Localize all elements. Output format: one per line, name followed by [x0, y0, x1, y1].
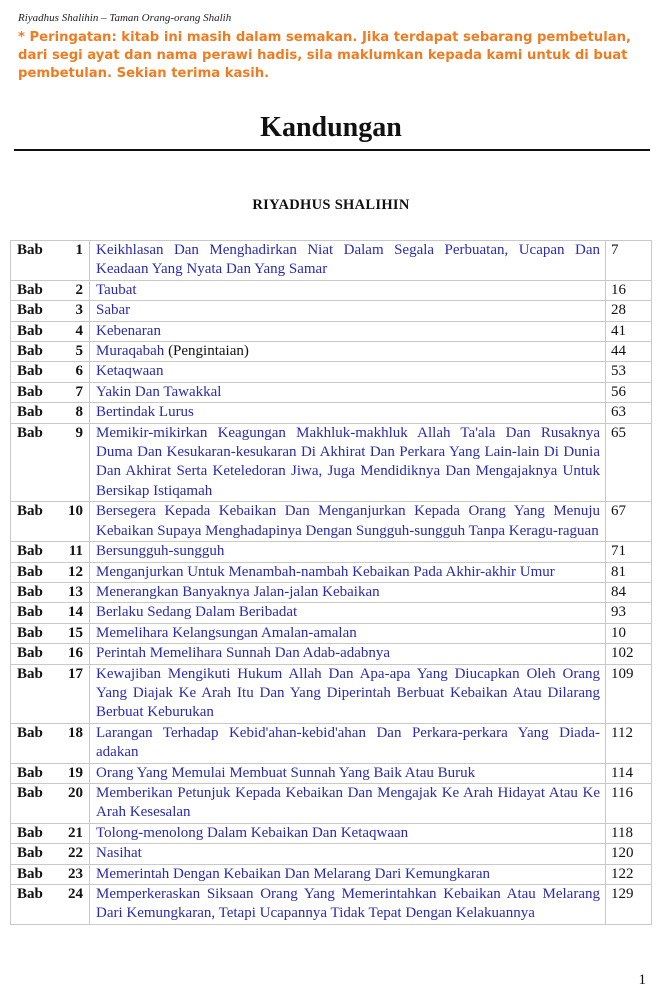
chapter-label: Bab — [17, 404, 43, 421]
chapter-label-cell — [11, 623, 90, 643]
chapter-title-cell — [90, 321, 606, 341]
chapter-page-number: 81 — [606, 562, 652, 582]
chapter-label: Bab — [17, 886, 43, 902]
chapter-title-link[interactable]: Bersegera Kepada Kebaikan Dan Menganjurkan Kepada Orang Yang Menuju Kebaikan Supaya Menghadapinya Dengan Sungguh-sungguh Tanpa Keragu-raguan — [96, 503, 600, 539]
chapter-label-cell — [11, 342, 90, 362]
toc-row — [11, 403, 652, 423]
chapter-title-link[interactable]: Taubat — [96, 281, 137, 298]
chapter-label-cell — [11, 502, 90, 542]
chapter-page-number: 116 — [606, 783, 652, 823]
chapter-title-link[interactable]: Memelihara Kelangsungan Amalan-amalan — [96, 624, 357, 641]
chapter-label: Bab — [17, 845, 43, 862]
chapter-number: 5 — [75, 343, 83, 360]
chapter-title-cell — [90, 342, 606, 362]
toc-row — [11, 823, 652, 843]
chapter-label-cell — [11, 321, 90, 341]
chapter-number: 22 — [68, 845, 83, 862]
chapter-title-link[interactable]: Memperkeraskan Siksaan Orang Yang Memerintahkan Kebaikan Atau Melarang Dari Kemungkaran, Tetapi Ucapannya Tidak Tepat Dengan Kelakuannya — [96, 886, 600, 922]
chapter-title-cell — [90, 783, 606, 823]
chapter-number: 8 — [75, 404, 83, 421]
chapter-title-link[interactable]: Muraqabah — [96, 343, 165, 360]
page-title: Kandungan — [260, 112, 402, 143]
chapter-title-cell — [90, 885, 606, 925]
toc-row — [11, 562, 652, 582]
toc-row — [11, 362, 652, 382]
chapter-title-link[interactable]: Memikir-mikirkan Keagungan Makhluk-makhluk Allah Ta'ala Dan Rusaknya Duma Dan Kesukaran-kesukaran Di Akhirat Dan Perkara Yang Lain-lain Di Dunia Dan Akhirat Serta Keteledoran Jiwa, Juga Mendidiknya Dan Mengajaknya Untuk Bersikap Istiqamah — [96, 424, 600, 499]
chapter-label-cell — [11, 241, 90, 281]
chapter-label-cell — [11, 783, 90, 823]
chapter-page-number: 93 — [606, 603, 652, 623]
chapter-number: 1 — [75, 242, 83, 258]
toc-row — [11, 603, 652, 623]
toc-row — [11, 864, 652, 884]
chapter-title-cell — [90, 582, 606, 602]
toc-row — [11, 423, 652, 502]
chapter-label: Bab — [17, 865, 43, 882]
chapter-title-cell — [90, 403, 606, 423]
title-divider — [14, 149, 650, 151]
chapter-title-link[interactable]: Menganjurkan Untuk Menambah-nambah Kebaikan Pada Akhir-akhir Umur — [96, 563, 555, 580]
toc-row — [11, 885, 652, 925]
chapter-title-link[interactable]: Perintah Memelihara Sunnah Dan Adab-adabnya — [96, 645, 391, 662]
chapter-title-link[interactable]: Tolong-menolong Dalam Kebaikan Dan Ketaqwaan — [96, 824, 409, 841]
chapter-label-cell — [11, 603, 90, 623]
chapter-page-number: 120 — [606, 844, 652, 864]
chapter-title-cell — [90, 723, 606, 763]
toc-row — [11, 763, 652, 783]
chapter-label: Bab — [17, 302, 43, 319]
chapter-title-cell — [90, 644, 606, 664]
chapter-title-cell — [90, 844, 606, 864]
chapter-title-link[interactable]: Larangan Terhadap Kebid'ahan-kebid'ahan Dan Perkara-perkara Yang Diada-adakan — [96, 724, 600, 761]
chapter-page-number: 71 — [606, 542, 652, 562]
chapter-label: Bab — [17, 645, 43, 662]
chapter-label-cell — [11, 562, 90, 582]
chapter-title-cell — [90, 763, 606, 783]
chapter-title-link[interactable]: Berlaku Sedang Dalam Beribadat — [96, 604, 298, 621]
chapter-label: Bab — [17, 563, 43, 580]
chapter-page-number: 53 — [606, 362, 652, 382]
chapter-page-number: 28 — [606, 301, 652, 321]
toc-row — [11, 301, 652, 321]
chapter-title-cell — [90, 603, 606, 623]
review-warning: * Peringatan: kitab ini masih dalam semakan. Jika terdapat sebarang pembetulan, dari segi ayat dan nama perawi hadis, sila maklumkan kepada kami untuk di buat pembetulan. Sekian terima kasih. — [18, 30, 632, 81]
chapter-label-cell — [11, 403, 90, 423]
chapter-label: Bab — [17, 343, 43, 360]
chapter-number: 21 — [68, 824, 83, 841]
chapter-title-note: (Pengintaian) — [164, 343, 249, 360]
toc-row — [11, 664, 652, 723]
chapter-title-cell — [90, 664, 606, 723]
chapter-number: 20 — [68, 784, 83, 801]
chapter-number: 19 — [68, 764, 83, 781]
chapter-title-link[interactable]: Bersungguh-sungguh — [96, 543, 225, 560]
chapter-label: Bab — [17, 543, 43, 560]
chapter-page-number: 56 — [606, 382, 652, 402]
toc-row — [11, 542, 652, 562]
chapter-label-cell — [11, 664, 90, 723]
chapter-title-link[interactable]: Keikhlasan Dan Menghadirkan Niat Dalam Segala Perbuatan, Ucapan Dan Keadaan Yang Nyata Dan Yang Samar — [96, 242, 600, 278]
chapter-title-link[interactable]: Bertindak Lurus — [96, 404, 194, 421]
chapter-page-number: 109 — [606, 664, 652, 723]
chapter-label: Bab — [17, 242, 43, 258]
chapter-label: Bab — [17, 764, 43, 781]
chapter-page-number: 114 — [606, 763, 652, 783]
chapter-page-number: 44 — [606, 342, 652, 362]
chapter-title-link[interactable]: Menerangkan Banyaknya Jalan-jalan Kebaikan — [96, 583, 380, 600]
chapter-title-cell — [90, 423, 606, 502]
chapter-number: 13 — [68, 583, 83, 600]
running-header: Riyadhus Shalihin – Taman Orang-orang Shalih — [18, 12, 232, 24]
chapter-label-cell — [11, 301, 90, 321]
chapter-title-cell — [90, 502, 606, 542]
chapter-label-cell — [11, 362, 90, 382]
chapter-title-cell — [90, 864, 606, 884]
chapter-number: 17 — [68, 665, 83, 682]
chapter-label: Bab — [17, 281, 43, 298]
chapter-number: 10 — [68, 503, 83, 520]
chapter-page-number: 118 — [606, 823, 652, 843]
chapter-label: Bab — [17, 424, 43, 441]
chapter-number: 7 — [75, 383, 83, 400]
chapter-page-number: 65 — [606, 423, 652, 502]
chapter-title-cell — [90, 280, 606, 300]
chapter-label-cell — [11, 280, 90, 300]
toc-row — [11, 502, 652, 542]
chapter-title-link[interactable]: Orang Yang Memulai Membuat Sunnah Yang Baik Atau Buruk — [96, 764, 476, 781]
chapter-number: 2 — [75, 281, 83, 298]
chapter-title-link[interactable]: Yakin Dan Tawakkal — [96, 383, 222, 400]
chapter-label: Bab — [17, 665, 43, 682]
chapter-label: Bab — [17, 624, 43, 641]
toc-row — [11, 783, 652, 823]
chapter-title-link[interactable]: Memberikan Petunjuk Kepada Kebaikan Dan Mengajak Ke Arah Hidayat Atau Ke Arah Kesesalan — [96, 784, 600, 821]
chapter-label: Bab — [17, 784, 43, 801]
toc-row — [11, 321, 652, 341]
chapter-title-cell — [90, 623, 606, 643]
chapter-page-number: 112 — [606, 723, 652, 763]
chapter-number: 18 — [68, 724, 83, 741]
chapter-title-cell — [90, 823, 606, 843]
chapter-label-cell — [11, 423, 90, 502]
chapter-number: 3 — [75, 302, 83, 319]
chapter-number: 24 — [68, 886, 83, 902]
chapter-label: Bab — [17, 322, 43, 339]
chapter-title-link[interactable]: Memerintah Dengan Kebaikan Dan Melarang Dari Kemungkaran — [96, 865, 491, 882]
toc-row — [11, 382, 652, 402]
chapter-number: 23 — [68, 865, 83, 882]
chapter-page-number: 7 — [606, 241, 652, 281]
chapter-label-cell — [11, 864, 90, 884]
toc-row — [11, 644, 652, 664]
chapter-label-cell — [11, 582, 90, 602]
toc-row — [11, 623, 652, 643]
chapter-title-cell — [90, 301, 606, 321]
chapter-title-link[interactable]: Nasihat — [96, 845, 142, 862]
chapter-title-cell — [90, 542, 606, 562]
chapter-label-cell — [11, 844, 90, 864]
chapter-label: Bab — [17, 583, 43, 600]
chapter-page-number: 10 — [606, 623, 652, 643]
chapter-page-number: 63 — [606, 403, 652, 423]
toc-row — [11, 241, 652, 281]
book-subtitle: RIYADHUS SHALIHIN — [252, 197, 410, 213]
chapter-page-number: 41 — [606, 321, 652, 341]
chapter-label: Bab — [17, 503, 43, 520]
chapter-title-cell — [90, 241, 606, 281]
chapter-label: Bab — [17, 363, 43, 380]
chapter-title-link[interactable]: Kebenaran — [96, 322, 161, 339]
toc-row — [11, 280, 652, 300]
chapter-title-link[interactable]: Sabar — [96, 302, 131, 319]
chapter-label: Bab — [17, 604, 43, 621]
chapter-number: 9 — [75, 424, 83, 441]
chapter-number: 12 — [68, 563, 83, 580]
chapter-label-cell — [11, 885, 90, 925]
chapter-label-cell — [11, 823, 90, 843]
chapter-label-cell — [11, 644, 90, 664]
chapter-number: 15 — [68, 624, 83, 641]
toc-body — [11, 241, 652, 925]
chapter-number: 6 — [75, 363, 83, 380]
chapter-number: 4 — [75, 322, 83, 339]
toc-row — [11, 844, 652, 864]
chapter-number: 11 — [68, 543, 83, 560]
chapter-page-number: 16 — [606, 280, 652, 300]
toc-row — [11, 342, 652, 362]
chapter-title-cell — [90, 562, 606, 582]
chapter-page-number: 122 — [606, 864, 652, 884]
toc-row — [11, 723, 652, 763]
table-of-contents — [10, 240, 652, 925]
chapter-label-cell — [11, 763, 90, 783]
chapter-page-number: 129 — [606, 885, 652, 925]
chapter-label: Bab — [17, 724, 43, 741]
chapter-title-cell — [90, 382, 606, 402]
toc-row — [11, 582, 652, 602]
chapter-title-link[interactable]: Ketaqwaan — [96, 363, 164, 380]
chapter-label-cell — [11, 723, 90, 763]
chapter-label-cell — [11, 382, 90, 402]
chapter-title-link[interactable]: Kewajiban Mengikuti Hukum Allah Dan Apa-apa Yang Diucapkan Oleh Orang Yang Diajak Ke Arah Itu Dan Yang Diperintah Berbuat Kebaikan Atau Dilarang Berbuat Keburukan — [96, 665, 600, 721]
chapter-page-number: 67 — [606, 502, 652, 542]
page-number: 1 — [638, 972, 646, 988]
chapter-page-number: 84 — [606, 582, 652, 602]
chapter-label: Bab — [17, 824, 43, 841]
chapter-title-cell — [90, 362, 606, 382]
chapter-number: 14 — [68, 604, 83, 621]
chapter-label-cell — [11, 542, 90, 562]
chapter-number: 16 — [68, 645, 83, 662]
chapter-page-number: 102 — [606, 644, 652, 664]
chapter-label: Bab — [17, 383, 43, 400]
